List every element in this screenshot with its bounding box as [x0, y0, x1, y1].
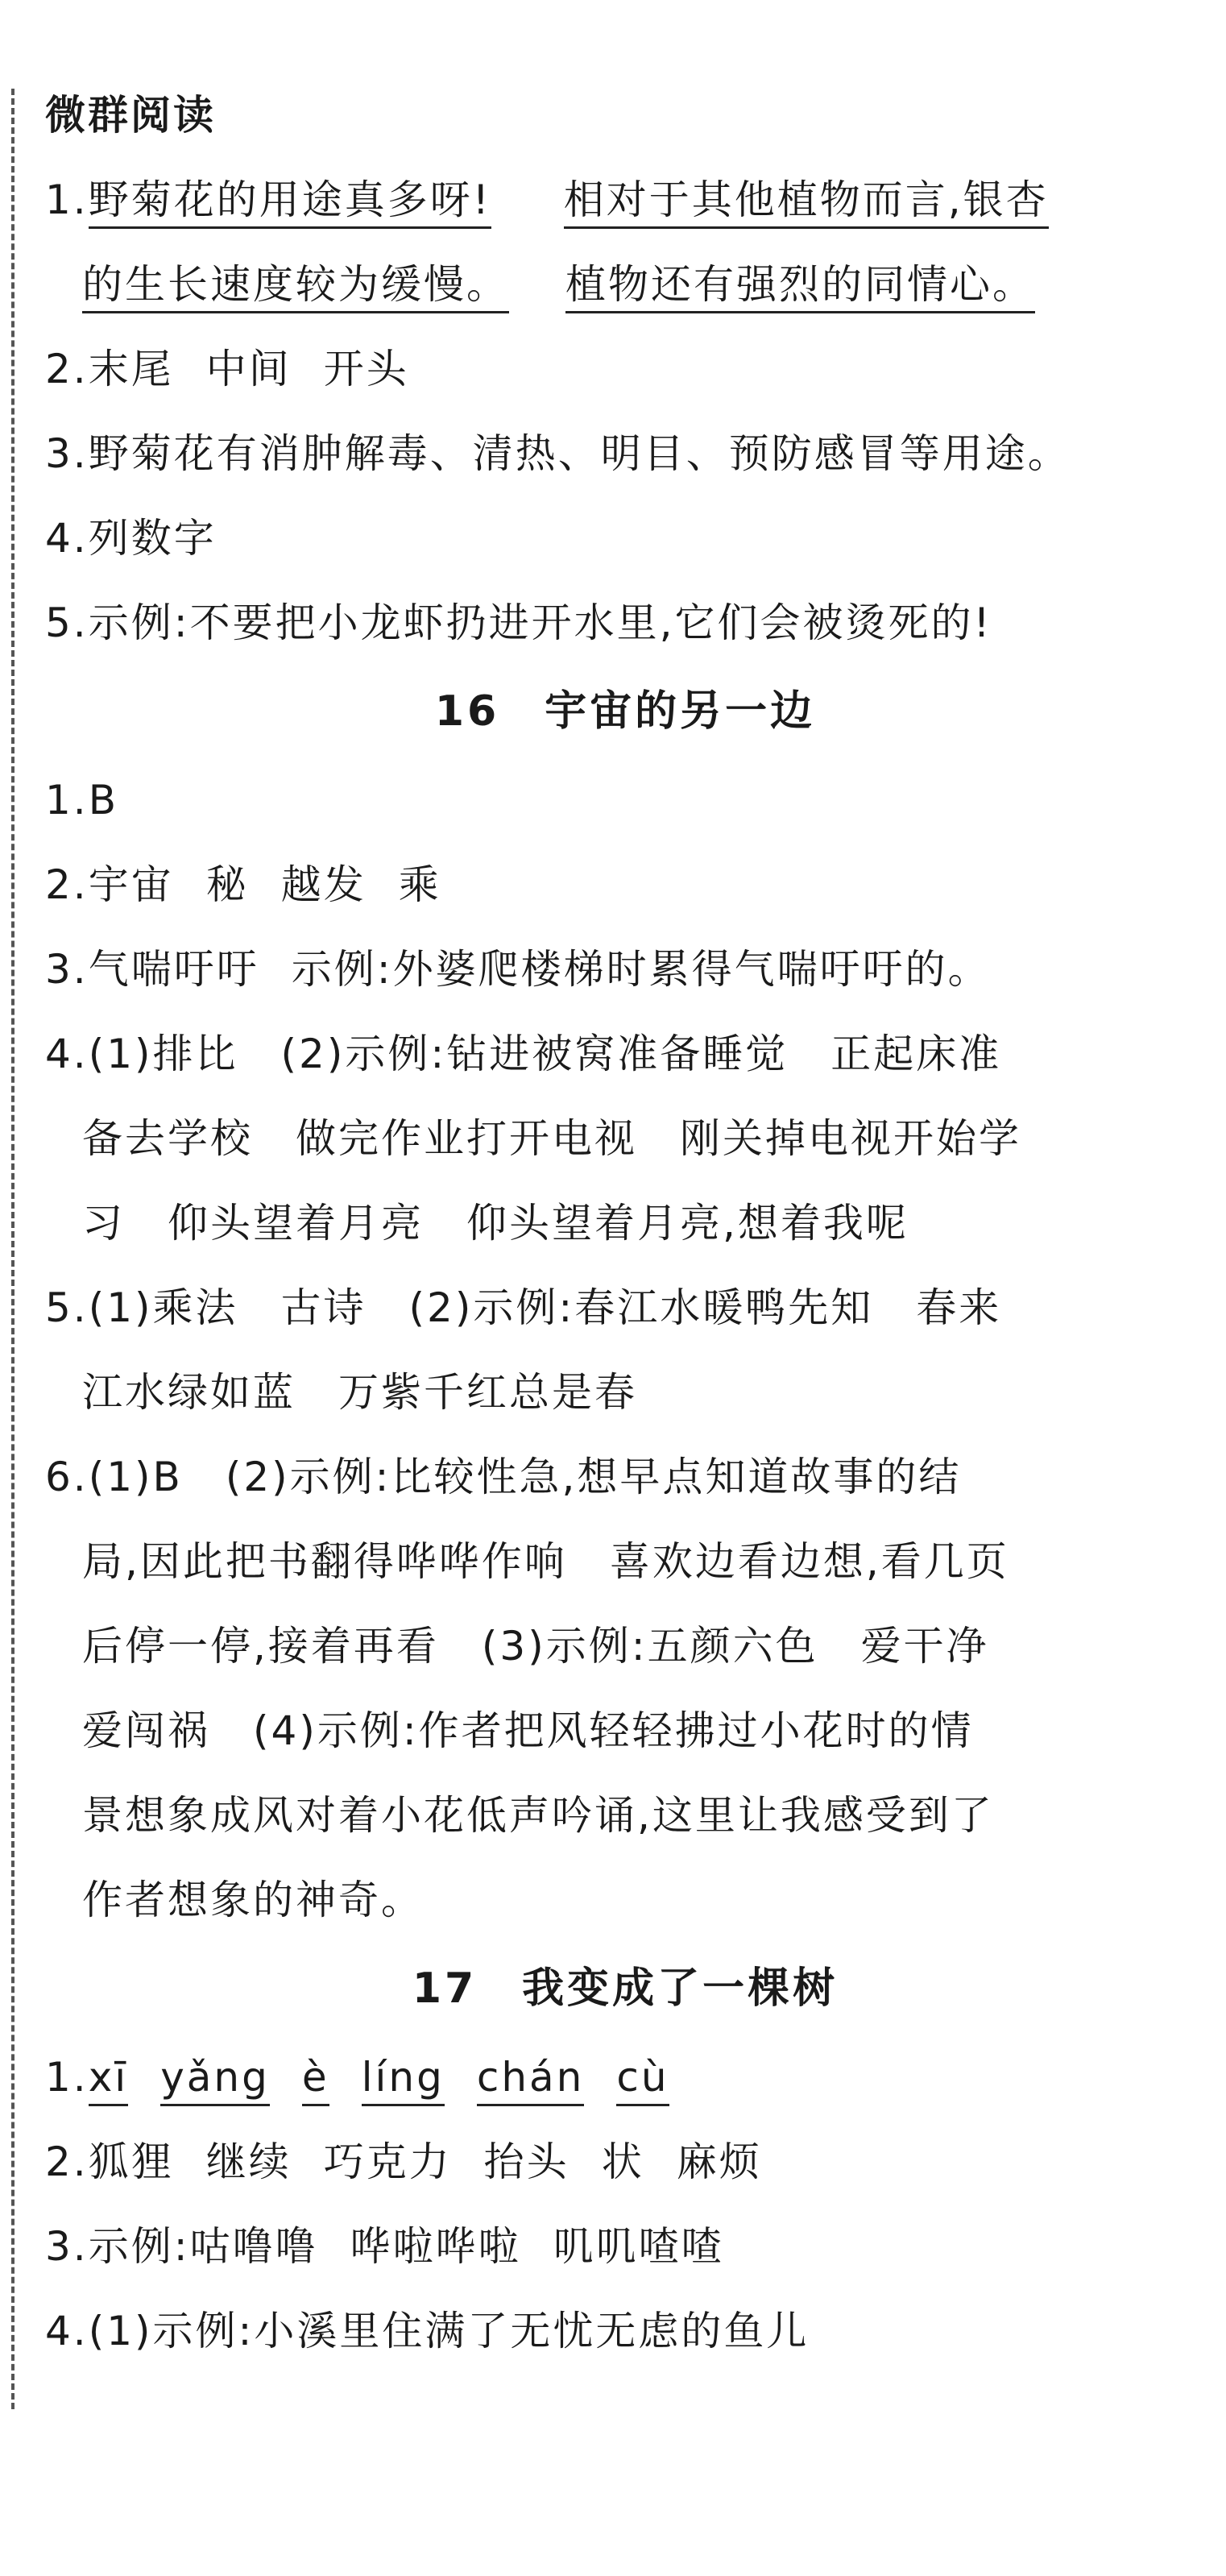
question-number: 1.: [45, 777, 89, 823]
answer-item: 秘: [205, 861, 249, 908]
question-number: 2.: [45, 861, 89, 908]
s16-q2: [45, 857, 441, 913]
answer-item: 开头: [323, 346, 409, 392]
answer-item: 巧克力: [323, 2138, 452, 2185]
answer-item: 抬头: [483, 2138, 570, 2185]
question-number: 6.: [45, 1454, 89, 1500]
s16-q4-line2: 备去学校 做完作业打开电视 刚关掉电视开始学: [82, 1115, 1021, 1162]
answer-item: 叽叽喳喳: [553, 2223, 724, 2270]
s16-q6-line5: 景想象成风对着小花低声吟诵,这里让我感受到了: [82, 1792, 994, 1839]
s16-q6-line3: 后停一停,接着再看 (3)示例:五颜六色 爱干净: [82, 1623, 989, 1670]
question-number: 2.: [45, 2138, 89, 2185]
answer-text: 示例:不要把小龙虾扔进开水里,它们会被烫死的!: [88, 599, 992, 646]
answer-item: 狐狸: [88, 2138, 174, 2185]
pinyin-answer: xī: [89, 2054, 128, 2106]
weiqun-q1-line1: [45, 172, 1049, 228]
s16-q4-line1: [45, 1026, 1001, 1082]
s16-q6-line2: 局,因此把书翻得哗哗作响 喜欢边看边想,看几页: [82, 1538, 1009, 1585]
answer-item: 麻烦: [676, 2138, 762, 2185]
answer-item: 状: [601, 2138, 644, 2185]
question-number: 5.: [45, 599, 89, 646]
weiqun-q5: [45, 595, 992, 651]
question-number: 3.: [45, 2223, 89, 2270]
s17-q4: [45, 2303, 809, 2359]
s17-q3: [45, 2218, 724, 2275]
weiqun-q2: [45, 341, 409, 397]
answer-text: (1)B (2)示例:比较性急,想早点知道故事的结: [88, 1454, 962, 1500]
answer-item: 宇宙: [88, 861, 174, 908]
answer-text: 野菊花有消肿解毒、清热、明目、预防感冒等用途。: [88, 430, 1071, 477]
answer-item: 示例:咕噜噜: [88, 2223, 318, 2270]
s17-q2: [45, 2134, 762, 2190]
question-number: 3.: [45, 430, 89, 477]
s16-q4-line3: 习 仰头望着月亮 仰头望着月亮,想着我呢: [82, 1200, 909, 1247]
question-number: 1.: [45, 176, 89, 223]
pinyin-answer: yǎng: [160, 2054, 270, 2106]
s16-q5-line1: [45, 1280, 1001, 1336]
answer-text: 示例:外婆爬楼梯时累得气喘吁吁的。: [291, 946, 991, 993]
question-number: 4.: [45, 1031, 89, 1077]
answer-text: (1)乘法 古诗 (2)示例:春江水暖鸭先知 春来: [88, 1284, 1002, 1331]
answer-item: 哗啦哗啦: [350, 2223, 521, 2270]
question-number: 5.: [45, 1284, 89, 1331]
pinyin-answer: chán: [477, 2054, 585, 2106]
answer-text: (1)排比 (2)示例:钻进被窝准备睡觉 正起床准: [88, 1031, 1002, 1077]
weiqun-q1-line2: [82, 256, 1035, 313]
margin-dashed-line: [11, 89, 14, 2409]
pinyin-answer: líng: [362, 2054, 445, 2106]
s16-q3: [45, 941, 991, 998]
s17-q1: [45, 2049, 669, 2105]
answer-item: 越发: [280, 861, 367, 908]
s16-q1: [45, 772, 118, 828]
question-number: 4.: [45, 2308, 89, 2354]
answer-item: 中间: [205, 346, 292, 392]
answer-text: B: [88, 777, 119, 823]
question-number: 4.: [45, 515, 89, 562]
answer-text: 列数字: [88, 515, 217, 562]
answer-item: 气喘吁吁: [88, 946, 259, 993]
section-title-17: 17 我变成了一棵树: [412, 1964, 839, 2013]
answer-item: 乘: [398, 861, 441, 908]
question-number: 1.: [45, 2054, 89, 2101]
underlined-answer: 相对于其他植物而言,银杏: [564, 176, 1049, 229]
section-title-16: 16 宇宙的另一边: [434, 687, 816, 736]
pinyin-answer: cù: [616, 2054, 669, 2106]
underlined-answer: 的生长速度较为缓慢。: [82, 261, 509, 313]
underlined-answer: 植物还有强烈的同情心。: [565, 261, 1035, 313]
question-number: 3.: [45, 946, 89, 993]
s16-q6-line6: 作者想象的神奇。: [82, 1877, 424, 1923]
answer-item: 末尾: [88, 346, 174, 392]
answer-text: (1)示例:小溪里住满了无忧无虑的鱼儿: [88, 2308, 810, 2354]
pinyin-answer: è: [302, 2054, 329, 2106]
answer-item: 继续: [205, 2138, 292, 2185]
section-heading-weiqun: 微群阅读: [45, 92, 216, 139]
s16-q6-line1: [45, 1449, 961, 1505]
underlined-answer: 野菊花的用途真多呀!: [89, 176, 491, 229]
weiqun-q4: [45, 510, 217, 566]
weiqun-q3: [45, 425, 1071, 482]
s16-q5-line2: 江水绿如蓝 万紫千红总是春: [82, 1369, 637, 1416]
question-number: 2.: [45, 346, 89, 392]
s16-q6-line4: 爱闯祸 (4)示例:作者把风轻轻拂过小花时的情: [82, 1707, 974, 1754]
